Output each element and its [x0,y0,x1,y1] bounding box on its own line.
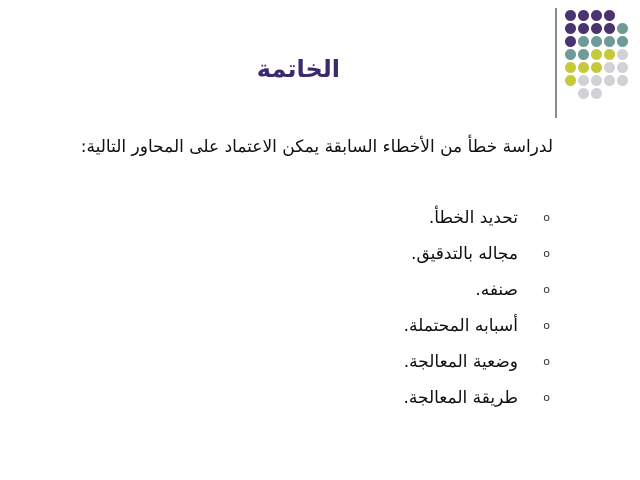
decorative-dot [565,62,576,73]
decorative-dot [604,10,615,21]
decorative-dot [565,36,576,47]
decorative-dot [578,75,589,86]
decorative-dot [578,10,589,21]
bullet-item [403,236,550,272]
decorative-dot [565,75,576,86]
bullet-marker-icon: o [543,355,550,368]
decorative-dot [604,49,615,60]
divider-line [555,8,557,118]
decorative-dot [565,10,576,21]
decorative-dot [591,88,602,99]
decorative-dot [604,62,615,73]
decorative-dot [578,88,589,99]
bullet-list [403,200,550,416]
decorative-dot [578,49,589,60]
bullet-item [403,380,550,416]
decorative-dot [617,23,628,34]
bullet-item [403,308,550,344]
dot-grid-decoration [565,10,635,110]
decorative-dot [591,75,602,86]
bullet-text: وضعية المعالجة. [403,352,518,372]
decorative-dot [617,62,628,73]
decorative-dot [565,49,576,60]
decorative-dot [617,36,628,47]
decorative-dot [591,62,602,73]
decorative-dot [604,23,615,34]
decorative-dot [591,36,602,47]
slide-title: الخاتمة [256,55,340,83]
bullet-text: تحديد الخطأ. [428,208,518,228]
bullet-marker-icon: o [543,211,550,224]
bullet-item [403,200,550,236]
decorative-dot [617,75,628,86]
bullet-item [403,344,550,380]
bullet-text: مجاله بالتدقيق. [411,244,518,264]
bullet-item [403,272,550,308]
decorative-dot [591,10,602,21]
decorative-dot [591,23,602,34]
bullet-marker-icon: o [543,319,550,332]
bullet-text: طريقة المعالجة. [403,388,518,408]
bullet-marker-icon: o [543,247,550,260]
bullet-text: أسبابه المحتملة. [403,316,518,336]
decorative-dot [565,23,576,34]
decorative-dot [578,62,589,73]
decorative-dot [578,23,589,34]
decorative-dot [604,75,615,86]
bullet-text: صنفه. [475,280,518,300]
decorative-dot [591,49,602,60]
decorative-dot [604,36,615,47]
bullet-marker-icon: o [543,391,550,404]
decorative-dot [578,36,589,47]
intro-text: لدراسة خطأ من الأخطاء السابقة يمكن الاعتماد على المحاور التالية: [80,137,553,157]
bullet-marker-icon: o [543,283,550,296]
decorative-dot [617,49,628,60]
